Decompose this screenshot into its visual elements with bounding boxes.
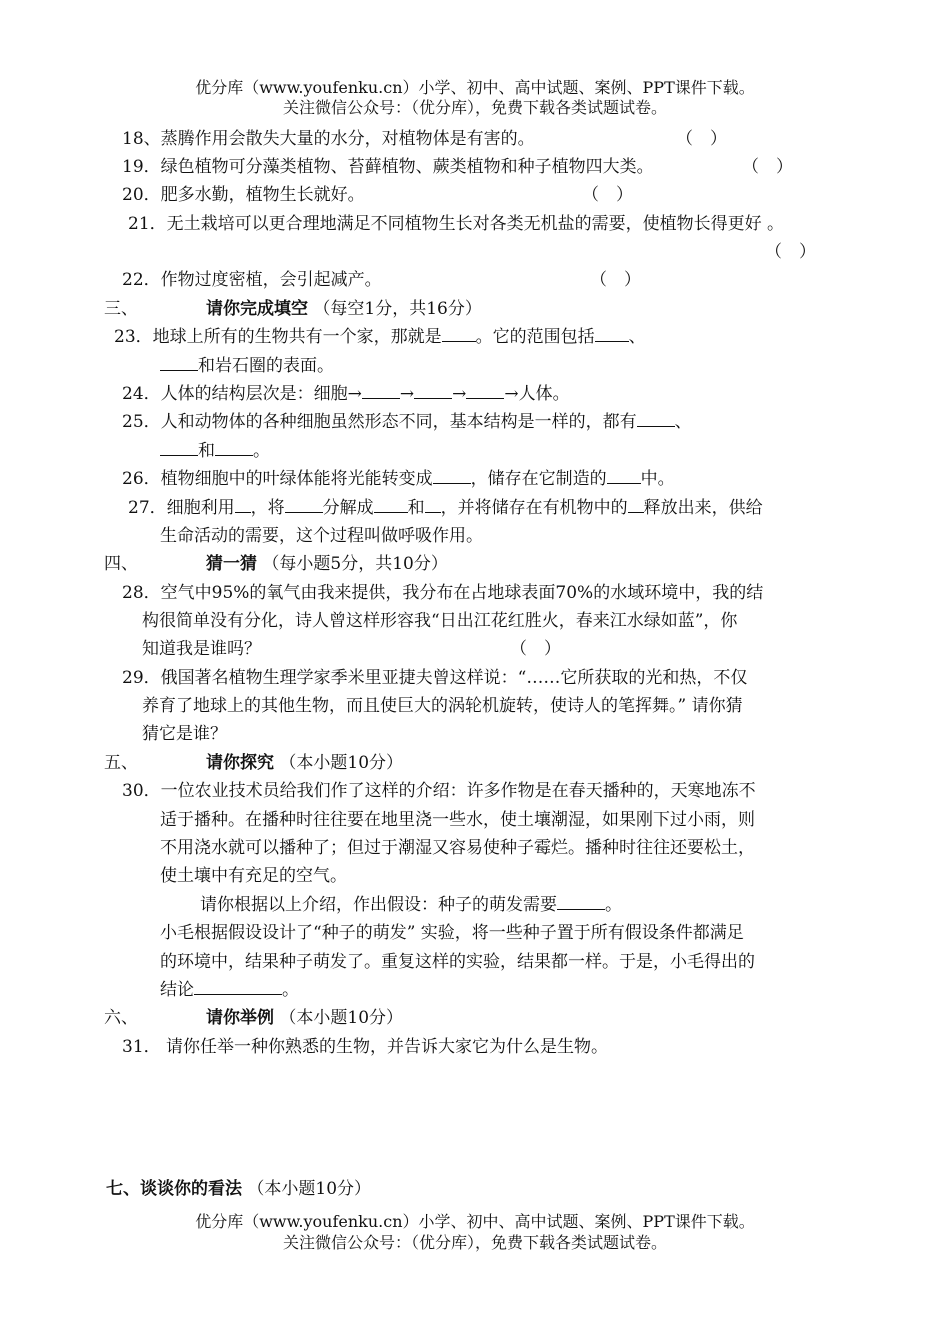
question-26: 26．植物细胞中的叶绿体能将光能转变成 ，储存在它制造的 中。 (122, 465, 675, 493)
footer-line-1: 优分库（www.youfenku.cn）小学、初中、高中试题、案例、PPT课件下载。 (195, 1212, 755, 1231)
question-28-line-1: 28．空气中95%的氧气由我来提供，我分布在占地球表面70%的水域环境中，我的结 (122, 583, 764, 603)
section-4-title: 猜一猜 (206, 554, 257, 574)
question-22: 22．作物过度密植，会引起减产。 (122, 270, 382, 290)
section-7-heading (106, 1175, 371, 1203)
section-3-score: （每空1分，共16分） (313, 299, 482, 319)
question-23-cont: 和岩石圈的表面。 (160, 352, 334, 380)
blank[interactable] (235, 494, 251, 513)
question-29-line-3: 猜它是谁？ (142, 724, 227, 744)
answer-paren-19: （ ） (742, 157, 793, 177)
question-30-line-6: 小毛根据假设设计了“种子的萌发” 实验，将一些种子置于所有假设条件都满足 (160, 923, 744, 943)
blank[interactable] (557, 891, 605, 910)
blank[interactable] (160, 437, 198, 456)
header-line-2: 关注微信公众号：（优分库），免费下载各类试题试卷。 (282, 98, 667, 117)
question-24: 24．人体的结构层次是：细胞→ → → →人体。 (122, 380, 570, 408)
question-30-line-4: 使土壤中有充足的空气。 (160, 866, 347, 886)
section-7-title: 七、谈谈你的看法 (106, 1179, 242, 1199)
answer-paren-18: （ ） (676, 129, 727, 149)
blank[interactable] (414, 380, 452, 399)
blank[interactable] (285, 494, 323, 513)
question-25: 25．人和动物体的各种细胞虽然形态不同，基本结构是一样的，都有 、 (122, 408, 692, 436)
section-4-score: （每小题5分，共10分） (262, 554, 448, 574)
section-3-heading (104, 295, 482, 323)
question-31: 31． 请你任举一种你熟悉的生物，并告诉大家它为什么是生物。 (122, 1037, 609, 1057)
blank[interactable] (466, 380, 504, 399)
answer-paren-21: （ ） (765, 242, 816, 262)
section-3-number: 三、 (104, 299, 138, 319)
blank[interactable] (607, 465, 641, 484)
section-4-heading (104, 550, 448, 578)
section-4-number: 四、 (104, 554, 138, 574)
question-30-line-7: 的环境中，结果种子萌发了。重复这样的实验，结果都一样。于是，小毛得出的 (160, 952, 755, 972)
question-30-line-3: 不用浇水就可以播种了；但过于潮湿又容易使种子霉烂。播种时往往还要松土， (160, 838, 755, 858)
blank[interactable] (160, 352, 198, 371)
answer-paren-20: （ ） (582, 185, 633, 205)
question-21: 21．无土栽培可以更合理地满足不同植物生长对各类无机盐的需要，使植物长得更好 。 (128, 214, 785, 234)
blank[interactable] (637, 408, 675, 427)
question-19: 19．绿色植物可分藻类植物、苔藓植物、蕨类植物和种子植物四大类。 (122, 157, 654, 177)
section-6-number: 六、 (104, 1008, 138, 1028)
blank[interactable] (433, 465, 471, 484)
question-23: 23．地球上所有的生物共有一个家，那就是 。它的范围包括 、 (114, 323, 646, 351)
question-29-line-2: 养育了地球上的其他生物，而且使巨大的涡轮机旋转，使诗人的笔挥舞。” 请你猜 (142, 696, 743, 716)
section-7-score: （本小题10分） (247, 1179, 372, 1199)
blank[interactable] (595, 323, 629, 342)
blank[interactable] (215, 437, 253, 456)
question-18: 18、蒸腾作用会散失大量的水分，对植物体是有害的。 (122, 129, 535, 149)
section-5-score: （本小题10分） (279, 753, 404, 773)
section-6-heading (104, 1004, 403, 1032)
question-25-cont: 和 。 (160, 437, 270, 465)
section-5-number: 五、 (104, 753, 138, 773)
answer-paren-22: （ ） (590, 270, 641, 290)
section-5-heading (104, 749, 403, 777)
question-27-cont: 生命活动的需要，这个过程叫做呼吸作用。 (160, 526, 483, 546)
blank[interactable] (425, 494, 441, 513)
footer-line-2: 关注微信公众号：（优分库），免费下载各类试题试卷。 (282, 1233, 667, 1252)
question-30-line-2: 适于播种。在播种时往往要在地里浇一些水，使土壤潮湿，如果刚下过小雨，则 (160, 810, 755, 830)
answer-paren-28: （ ） (510, 639, 561, 659)
blank[interactable] (374, 494, 408, 513)
section-5-title: 请你探究 (206, 753, 274, 773)
question-28-line-2: 构很简单没有分化，诗人曾这样形容我“日出江花红胜火，春来江水绿如蓝”，你 (142, 611, 738, 631)
question-29-line-1: 29．俄国著名植物生理学家季米里亚捷夫曾这样说：“……它所获取的光和热，不仅 (122, 668, 748, 688)
section-6-score: （本小题10分） (279, 1008, 404, 1028)
question-27: 27．细胞利用 ，将 分解成 和 ，并将储存在有机物中的 释放出来，供给 (128, 494, 763, 522)
question-20: 20．肥多水勤，植物生长就好。 (122, 185, 365, 205)
section-3-title: 请你完成填空 (206, 299, 308, 319)
question-28-line-3: 知道我是谁吗？ (142, 639, 261, 659)
question-30-hypothesis: 请你根据以上介绍，作出假设：种子的萌发需要 。 (200, 891, 622, 919)
blank[interactable] (442, 323, 476, 342)
section-6-title: 请你举例 (206, 1008, 274, 1028)
blank[interactable] (628, 494, 644, 513)
question-30-conclusion: 结论 。 (160, 976, 299, 1004)
blank[interactable] (362, 380, 400, 399)
blank[interactable] (194, 976, 282, 995)
header-line-1: 优分库（www.youfenku.cn）小学、初中、高中试题、案例、PPT课件下载。 (195, 78, 755, 97)
question-30-line-1: 30．一位农业技术员给我们作了这样的介绍：许多作物是在春天播种的，天寒地冻不 (122, 781, 756, 801)
